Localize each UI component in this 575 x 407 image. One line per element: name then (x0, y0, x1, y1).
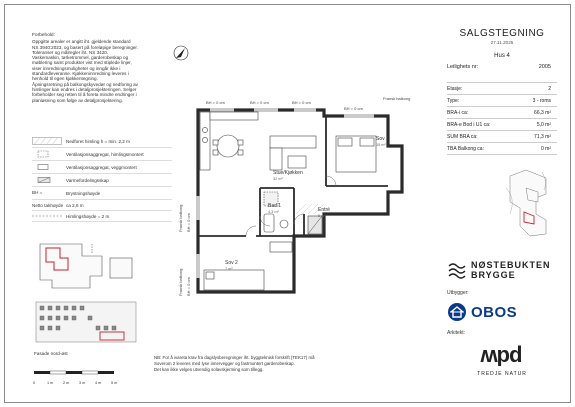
key-plan-thumbnails (32, 236, 142, 348)
notes-line: viser innredningsmuligheter og inngår ikke i (32, 65, 121, 71)
room-name: Entré (318, 207, 330, 213)
info-value: 66,3 m² (534, 109, 551, 116)
sofa (270, 136, 316, 170)
scale-bar (34, 363, 134, 387)
facade-elevation (36, 302, 136, 342)
wave-logo-icon (447, 260, 467, 280)
project-logo (447, 260, 557, 280)
info-panel (447, 28, 557, 155)
info-row (447, 83, 557, 95)
legend-item (32, 135, 172, 148)
notes-line: forbeholder seg retten til å foreta mindre endringer i (32, 92, 137, 98)
info-row (447, 119, 557, 131)
footnote-line: Det kan ikke velges utvendig solavskjerming som tillegg. (154, 367, 264, 372)
architect-logo: pdw (481, 345, 523, 370)
legend-item (32, 161, 172, 174)
leilighet-row (447, 64, 557, 70)
info-label: TBA Balkong ca: (447, 145, 484, 152)
room-label-stue (273, 171, 303, 182)
notes-line: NS 3940:2023, og basert på foreløpige beregninger. (32, 44, 138, 50)
obos-logo (447, 302, 557, 322)
bed-sov2 (204, 270, 264, 290)
legend-label: Ventilasjonsaggregat, himlingsmontert (66, 151, 144, 157)
info-row (447, 143, 557, 155)
info-row (447, 95, 557, 107)
info-value: 5,0 m² (536, 121, 551, 128)
notes-line: Åpningsretning på balkongskyvedør og nedforing av (32, 81, 138, 87)
room-label-sov1 (376, 137, 389, 148)
notes-line: Toleranser og målregler iht. NS 3420. (32, 49, 109, 55)
heat-cabinet-icon (32, 176, 62, 184)
hatch-swatch-icon (32, 137, 62, 145)
bh-key: BH = (32, 190, 43, 195)
room-name: Sov 1 (376, 136, 389, 142)
architect-name: TREDJE NATUR (477, 371, 527, 377)
bh-label-vertical-2: BH = 0 cm (186, 277, 191, 296)
leilighet-value: 2005 (538, 64, 551, 70)
room-area: 7 m² (225, 266, 233, 271)
scale-bar-graphic (34, 370, 134, 376)
utbygger-label: Utbygger: (447, 290, 469, 296)
room-area: 15 m² (376, 142, 386, 147)
info-value: 3 - roms (532, 97, 551, 104)
himling-row (32, 211, 172, 222)
room-area: 32 m² (273, 176, 283, 181)
notes-line: Vaskemaskin, tørketrommel, garderobeskap og (32, 55, 129, 61)
bh-label-vertical: BH = 0 cm (186, 213, 191, 232)
info-label: BRA-e Bod i U1 ca: (447, 121, 491, 128)
room-name: Bad 1 (268, 203, 282, 209)
bh-label: BH = 0 cm (206, 100, 225, 105)
notes-line: standardleveranse. Kjøkkeninnredning leveres i (32, 71, 129, 77)
scale-tick: 1 m (47, 381, 54, 385)
legend-item (32, 148, 172, 161)
arkitekt-label: Arkitekt: (447, 330, 466, 336)
scale-tick: 2 m (63, 381, 70, 385)
bed-sov1 (336, 136, 376, 172)
netto-takhoyde (32, 200, 172, 211)
legend-label: Brystningshøyde (66, 190, 101, 196)
room-name: Stue/Kjøkken (273, 170, 303, 176)
himling-line-icon (32, 213, 66, 220)
room-label-entre (318, 208, 330, 219)
info-value: 71,3 m² (534, 133, 551, 140)
info-label: Type: (447, 97, 460, 104)
notes-line: planløsning som følge av detaljprosjektering. (32, 97, 123, 103)
bh-label: BH = 0 cm (344, 106, 363, 111)
date: 27.11.2025 (490, 40, 514, 45)
netto-label: Netto takhøyde (32, 202, 64, 208)
himling-label: Himlingshøyde = 2 m (66, 213, 110, 219)
leilighet-label: Leilighets nr: (447, 64, 479, 70)
notes-line: himlinger kan endres i detaljprosjekteringen. Selger (32, 86, 137, 92)
legend-label: Ventilasjonsaggregat, veggmontert (66, 164, 137, 170)
floor-plan (176, 96, 440, 310)
info-row (447, 131, 557, 143)
bh-label: BH = 0 cm (292, 100, 311, 105)
info-table (447, 82, 557, 155)
site-plan-thumbnail (506, 168, 550, 238)
brand-line1: NØSTEBUKTEN (471, 260, 551, 270)
brand-block (447, 260, 557, 377)
fasade-label: Fasade nord-øst (34, 351, 68, 356)
info-label: SUM BRA ca: (447, 133, 478, 140)
footnote-line: Soverom 2 leveres med lyse innervegger og fastmontert garderobeskap. (154, 361, 295, 366)
legend-label: Nedforet himling h = min. 2,2 m (66, 138, 130, 144)
footnote (154, 355, 444, 373)
legend-label: Varmefordelingsskap (66, 177, 109, 183)
legend-item (32, 187, 172, 200)
obos-house-icon (447, 302, 467, 322)
info-value: 2 (548, 85, 551, 92)
notes-line: møblering samt produkter vist med stiplede linjer, (32, 60, 132, 66)
notes-line: Oppgitte arealer er angitt iht. gjeldende standard (32, 39, 131, 45)
info-value: 0 m² (541, 145, 551, 152)
hus-label: Hus 4 (494, 53, 510, 59)
notes-heading: Forbehold: (32, 33, 55, 38)
north-arrow-icon (172, 44, 190, 62)
room-label-bad1 (268, 204, 281, 215)
scale-tick: 5 m (111, 381, 118, 385)
page-title: SALGSTEGNING (459, 28, 545, 39)
scale-tick: 4 m (95, 381, 102, 385)
room-label-sov2 (225, 261, 238, 272)
wall-unit-icon (32, 163, 62, 171)
ceiling-unit-icon (32, 150, 62, 158)
info-label: Etasje: (447, 85, 463, 92)
brand-line2: BRYGGE (471, 270, 516, 280)
dining-table (213, 135, 243, 157)
legend-item (32, 174, 172, 187)
netto-value: ca 2,6 m (66, 202, 84, 208)
key-plan (40, 244, 132, 288)
fransk-balkong-label-top: Fransk balkong (383, 96, 411, 101)
fransk-balkong-label-left: Fransk balkong (178, 204, 183, 232)
legend (32, 135, 172, 222)
room-name: Sov 2 (225, 260, 238, 266)
info-row (447, 107, 557, 119)
notes-line: henhold til egen kjøkkentegning. (32, 76, 98, 82)
info-label: BRA-i ca: (447, 109, 469, 116)
room-area: 4,3 m² (268, 209, 279, 214)
fransk-balkong-label-left-2: Fransk balkong (178, 268, 183, 296)
room-area: 5 m² (318, 213, 326, 218)
scale-tick: 0 (33, 381, 36, 385)
footnote-line: NB: For å ivareta krav fra dagslysberegninger iht. byggteknisk forskrift (TEK17) må (154, 355, 315, 360)
obos-text: OBOS (471, 303, 518, 321)
bh-label: BH = 0 cm (250, 100, 269, 105)
notes-block (32, 33, 162, 103)
scale-tick: 3 m (79, 381, 86, 385)
